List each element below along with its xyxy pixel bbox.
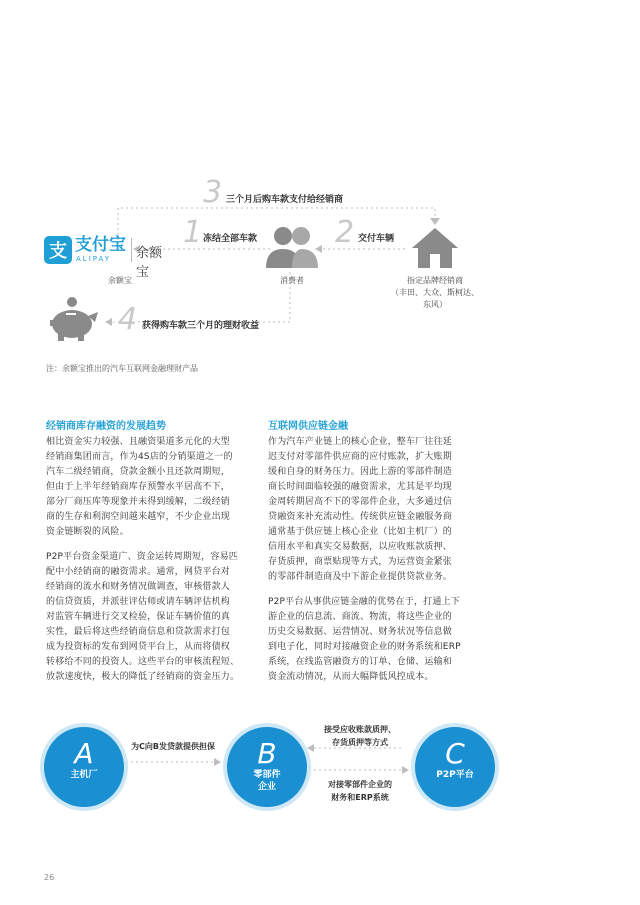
text-line: 汽车二级经销商，贷款金额小且还款周期短，	[46, 467, 231, 477]
text-line: 信用水平和真实交易数据，以应收账款质押、	[268, 542, 453, 552]
step3-text: 三个月后购车款支付给经销商	[226, 195, 344, 205]
text-line: P2P平台资金渠道广、资金运转周期短，容易匹	[46, 552, 238, 562]
text-line: 迟支付对零部件供应商的应付账款，扩大账期	[268, 452, 453, 462]
flow-ab-text: 为C向B发贷款提供担保	[131, 742, 215, 751]
alipay-logo	[44, 235, 174, 280]
text-line: 资金链断裂的风险。	[46, 527, 129, 537]
flow-text-line: 接受应收账款质押、	[324, 725, 396, 734]
circle-b-label-line: 企业	[257, 782, 276, 792]
text-line: 成为投资标的发布到网贷平台上，从而将债权	[46, 642, 231, 652]
alipay-logo-en: ALIPAY	[76, 255, 112, 263]
text-line: 的信贷资质，并派驻评估师或请车辆评估机构	[46, 597, 231, 607]
text-line: 对监管车辆进行交叉检验，保证车辆价值的真	[46, 612, 231, 622]
circle-c	[411, 723, 499, 811]
flow-bc-top-text	[305, 723, 415, 749]
circle-c-letter: C	[445, 737, 465, 770]
house-icon	[410, 226, 460, 270]
text-line: 部分厂商压库等现象并未得到缓解，二级经销	[46, 497, 231, 507]
yuebao-logo-text: 余额宝	[136, 246, 163, 280]
right-heading: 互联网供应链金融	[268, 421, 348, 432]
svg-text:支: 支	[49, 241, 67, 262]
left-heading: 经销商库存融资的发展趋势	[46, 421, 166, 432]
text-line: 放款速度快，极大的降低了经销商的资金压力。	[46, 672, 240, 682]
text-line: 经销商的流水和财务情况做调查，审核借款人	[46, 582, 231, 592]
alipay-logo-cn: 支付宝	[75, 235, 126, 255]
left-column	[46, 435, 258, 685]
text-line: 系统，在线监管融资方的订单、仓储、运输和	[268, 657, 453, 667]
dealer-label-line: 东风）	[423, 300, 447, 309]
text-line: 相比资金实力较强、且融资渠道多元化的大型	[46, 437, 231, 447]
circle-a	[40, 723, 128, 811]
step2-text: 交付车辆	[358, 234, 395, 244]
text-line: 配中小经销商的融资需求。通常，网贷平台对	[46, 567, 231, 577]
text-line: 存货质押，商票贴现等方式，为运营资金紧张	[268, 557, 453, 567]
page-number: 26	[44, 873, 55, 882]
paragraph	[268, 435, 482, 585]
paragraph	[46, 435, 258, 540]
logo-divider	[131, 238, 132, 262]
paragraph	[268, 595, 482, 685]
text-line: 游企业的信息流、商流、物流，将这些企业的	[268, 612, 453, 622]
dealer-label	[385, 275, 485, 311]
text-line: 贷融资来补充流动性。传统供应链金融服务商	[268, 512, 453, 522]
step1-number: 1	[183, 215, 203, 250]
text-line: 经销商集团而言，作为4S店的分销渠道之一的	[46, 452, 233, 462]
step4-text: 获得购车款三个月的理财收益	[142, 321, 260, 331]
text-line: 作为汽车产业链上的核心企业，整车厂往往延	[268, 437, 453, 447]
consumer-icon	[262, 224, 322, 270]
text-line: 到电子化，同时对接融资企业的财务系统和ERP	[268, 642, 461, 652]
step1-text: 冻结全部车款	[203, 234, 258, 244]
text-line: 缓和自身的财务压力。因此上游的零部件制造	[268, 467, 453, 477]
circle-b-label-line: 零部件	[253, 770, 281, 780]
alipay-icon	[44, 236, 72, 264]
flow-bc-bottom-text	[305, 778, 415, 804]
consumer-label: 消费者	[280, 276, 304, 285]
dealer-label-line: 指定品牌经销商	[407, 276, 463, 285]
text-line: 商长时间面临较强的融资需求，尤其是平均现	[268, 482, 453, 492]
circle-a-label: 主机厂	[70, 770, 98, 780]
text-line: 通常基于供应链上核心企业（比如主机厂）的	[268, 527, 453, 537]
step2-number: 2	[335, 215, 355, 250]
alipay-label: 余额宝	[108, 276, 132, 285]
text-line: 商的生存和利润空间越来越窄，不少企业出现	[46, 512, 231, 522]
text-line: 实性，最后将这些经销商信息和贷款需求打包	[46, 627, 231, 637]
text-line: 的零部件制造商及中下游企业提供贷款业务。	[268, 572, 453, 582]
text-line: 金周转期居高不下的零部件企业，大多通过信	[268, 497, 453, 507]
step4-number: 4	[118, 302, 138, 337]
text-line: 资金流动情况，从而大幅降低风控成本。	[268, 672, 434, 682]
flow-text-line: 财务和ERP系统	[331, 793, 389, 802]
step3-number: 3	[203, 175, 223, 210]
right-column	[268, 435, 482, 685]
piggy-bank-icon	[48, 296, 100, 344]
diagram-note: 注：余额宝推出的汽车互联网金融理财产品	[46, 364, 198, 373]
text-line: 转移给不同的投资人。这些平台的审核流程短、	[46, 657, 240, 667]
circle-b	[223, 723, 311, 811]
circle-a-letter: A	[74, 737, 94, 770]
flow-text-line: 对接零部件企业的	[328, 780, 392, 789]
dealer-label-line: （丰田、大众、斯柯达、	[391, 288, 479, 297]
text-line: 但由于上半年经销商库存预警水平居高不下，	[46, 482, 231, 492]
paragraph	[46, 550, 258, 685]
flow-text-line: 存货质押等方式	[332, 738, 388, 747]
text-line: 历史交易数据、运营情况、财务状况等信息做	[268, 627, 453, 637]
text-line: P2P平台从事供应链金融的优势在于，打通上下	[268, 597, 460, 607]
circle-c-label: P2P平台	[436, 770, 474, 780]
circle-b-letter: B	[257, 737, 277, 770]
